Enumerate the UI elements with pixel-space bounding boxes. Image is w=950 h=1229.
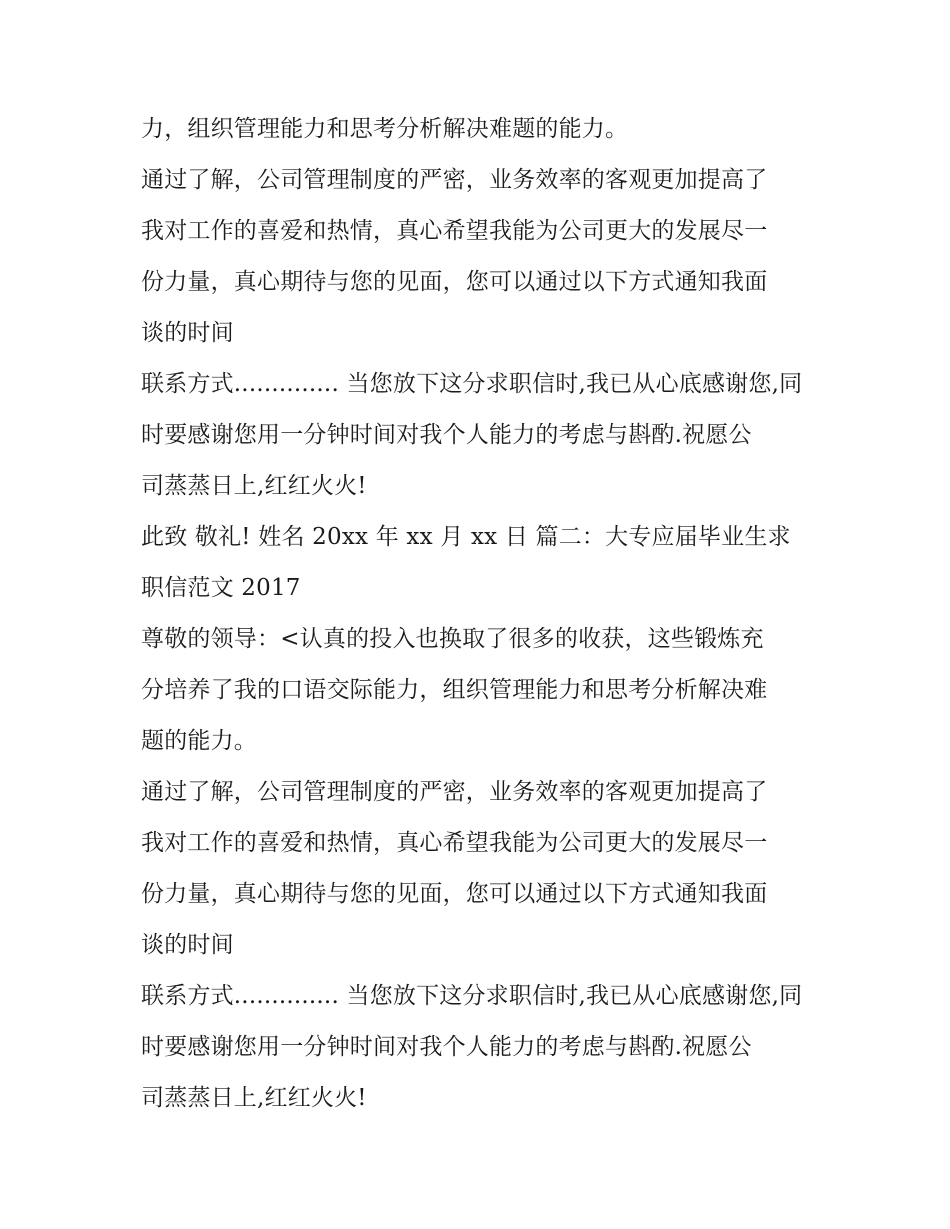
text-line: 司蒸蒸日上,红红火火! — [141, 1085, 367, 1111]
text-line: 尊敬的领导：<认真的投入也换取了很多的收获，这些锻炼充 — [141, 626, 764, 652]
text-line: 我对工作的喜爱和热情，真心希望我能为公司更大的发展尽一 — [141, 218, 768, 244]
document-body — [141, 104, 821, 1124]
text-line: 此致 敬礼! 姓名 20xx 年 xx 月 xx 日 篇二：大专应届毕业生求 — [141, 524, 791, 550]
text-line: 时要感谢您用一分钟时间对我个人能力的考虑与斟酌.祝愿公 — [141, 1034, 752, 1060]
text-line: 力，组织管理能力和思考分析解决难题的能力。 — [141, 116, 629, 142]
text-line: 我对工作的喜爱和热情，真心希望我能为公司更大的发展尽一 — [141, 830, 768, 856]
text-line: 时要感谢您用一分钟时间对我个人能力的考虑与斟酌.祝愿公 — [141, 422, 752, 448]
text-line: 职信范文 2017 — [141, 575, 301, 601]
text-line: 通过了解，公司管理制度的严密，业务效率的客观更加提高了 — [141, 167, 768, 193]
text-line: 份力量，真心期待与您的见面，您可以通过以下方式通知我面 — [141, 269, 768, 295]
text-line: 司蒸蒸日上,红红火火! — [141, 473, 367, 499]
text-line: 份力量，真心期待与您的见面，您可以通过以下方式通知我面 — [141, 881, 768, 907]
text-line: 通过了解，公司管理制度的严密，业务效率的客观更加提高了 — [141, 779, 768, 805]
text-line: 谈的时间 — [141, 932, 234, 958]
text-line: 联系方式.............. 当您放下这分求职信时,我已从心底感谢您,同 — [141, 983, 803, 1009]
text-line: 联系方式.............. 当您放下这分求职信时,我已从心底感谢您,同 — [141, 371, 803, 397]
text-line: 谈的时间 — [141, 320, 234, 346]
text-line: 题的能力。 — [141, 728, 257, 754]
text-line: 分培养了我的口语交际能力，组织管理能力和思考分析解决难 — [141, 677, 768, 703]
